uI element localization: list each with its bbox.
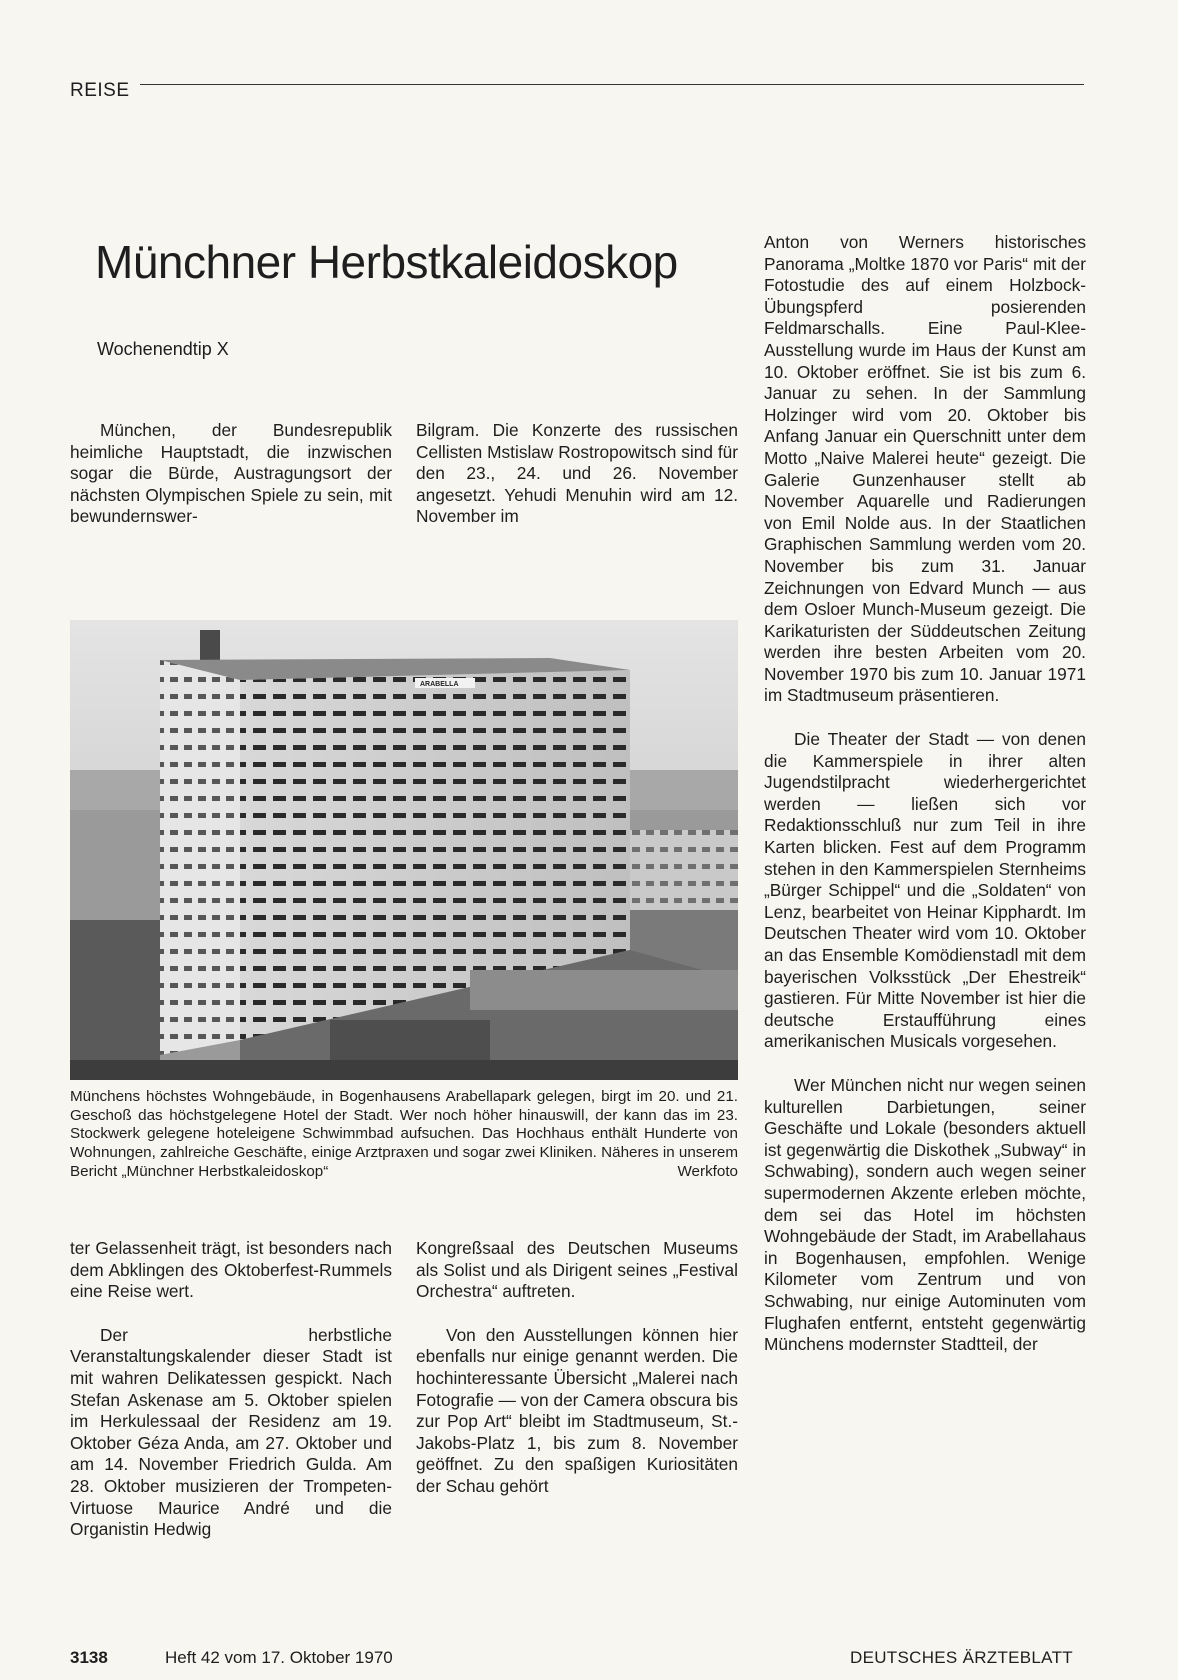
paragraph: Von den Ausstellungen können hier ebenfalls nur einige genannt werden. Die hochinteressante Übersicht „Malerei nach Fotografie — von der Camera obscura bis zur Pop Art“ bleibt im Stadtmuseum, St.-Jakobs-Platz 1, bis zum 8. November geöffnet. Zu den spaßigen Kuriositäten der Schau gehört [416,1324,738,1496]
journal-name: DEUTSCHES ÄRZTEBLATT [850,1648,1073,1667]
article-title: Münchner Herbstkaleidoskop [95,236,678,288]
roof-sign-text: ARABELLA [420,681,459,688]
issue-info: Heft 42 vom 17. Oktober 1970 [165,1648,393,1667]
column-2-top [416,420,738,528]
column-1-top [70,420,392,528]
paragraph: Anton von Werners historisches Panorama „Moltke 1870 vor Paris“ mit der Fotostudie des auf einem Holzbock-Übungspferd posierenden Feldmarschalls. Eine Paul-Klee-Ausstellung wurde im Haus der Kunst am 10. Oktober eröffnet. Sie ist bis zum 6. Januar zu sehen. In der Sammlung Holzinger wird vom 20. Oktober bis Anfang Januar ein Querschnitt unter dem Motto „Naive Malerei heute“ gezeigt. Die Galerie Gunzenhauser stellt ab November Aquarelle und Radierungen von Emil Nolde aus. In der Staatlichen Graphischen Sammlung werden vom 20. November bis zum 31. Januar Zeichnungen von Edvard Munch — aus dem Osloer Munch-Museum gezeigt. Die Karikaturisten der Süddeutschen Zeitung werden ihre besten Arbeiten vom 20. November 1970 bis zum 10. Januar 1971 im Stadtmuseum präsentieren. [764,232,1086,706]
paragraph: München, der Bundesrepublik heimliche Hauptstadt, die inzwischen sogar die Bürde, Austragungsort der nächsten Olympischen Spiele zu sein, mit bewundernswer- [70,420,392,527]
photo-credit: Werkfoto [677,1162,738,1180]
paragraph: Der herbstliche Veranstaltungskalender dieser Stadt ist mit wahren Delikatessen gespickt. Nach Stefan Askenase am 5. Oktober spielen im Herkulessaal der Residenz am 19. Oktober Géza Anda, am 27. Oktober und am 14. November Friedrich Gulda. Am 28. Oktober musizieren der Trompeten-Virtuose Maurice André und die Organistin Hedwig [70,1324,392,1540]
page-number: 3138 [70,1648,108,1667]
article-subtitle: Wochenendtip X [97,339,229,359]
paragraph: Kongreßsaal des Deutschen Museums als Solist und als Dirigent seines „Festival Orchestra“ auftreten. [416,1238,738,1302]
header-rule [140,84,1084,85]
paragraph: Die Theater der Stadt — von denen die Kammerspiele in ihrer alten Jugendstilpracht wiederhergerichtet werden — ließen sich vor Redaktionsschluß nur zum Teil in ihre Karten blicken. Fest auf dem Programm stehen in den Kammerspielen Sternheims „Bürger Schippel“ und die „Soldaten“ von Lenz, bearbeitet von Heinar Kipphardt. Im Deutschen Theater wird vom 10. Oktober an das Ensemble Komödienstadl mit dem bayerischen Volksstück „Der Ehestreik“ gastieren. Für Mitte November ist hier die deutsche Erstaufführung eines amerikanischen Musicals vorgesehen. [764,729,1086,1052]
section-label: REISE [70,80,130,101]
paragraph: ter Gelassenheit trägt, ist besonders nach dem Abklingen des Oktoberfest-Rummels eine Reise wert. [70,1238,392,1302]
column-3 [764,232,1086,1356]
column-1-bottom [70,1238,392,1541]
paragraph: Bilgram. Die Konzerte des russischen Cellisten Mstislaw Rostropowitsch sind für den 23., 24. und 26. November angesetzt. Yehudi Menuhin wird am 12. November im [416,420,738,527]
arabella-building-image [70,620,738,1080]
photo-caption [70,1088,738,1182]
building-photo [70,620,738,1080]
column-2-bottom [416,1238,738,1498]
paragraph: Wer München nicht nur wegen seinen kulturellen Darbietungen, seiner Geschäfte und Lokale (besonders aktuell ist gegenwärtig die Diskothek „Subway“ in Schwabing), sondern auch wegen seiner supermodernen Akzente erleben möchte, dem sei das Hotel im höchsten Wohngebäude der Stadt, im Arabellahaus in Bogenhausen, empfohlen. Wenige Kilometer vom Zentrum und von Schwabing, nur einige Autominuten vom Flughafen entfernt, entsteht gegenwärtig Münchens modernster Stadtteil, der [764,1074,1086,1355]
caption-text: Münchens höchstes Wohngebäude, in Bogenhausens Arabellapark gelegen, birgt im 20. und 21. Geschoß das höchstgelegene Hotel der Stadt. Wer noch höher hinauswill, der kann das im 23. Stockwerk gelegene hoteleigene Schwimmbad aufsuchen. Das Hochhaus enthält Hunderte von Wohnungen, zahlreiche Geschäfte, einige Arztpraxen und sogar zwei Kliniken. Näheres in unserem Bericht „Münchner Herbstkaleidoskop“ [70,1088,738,1180]
